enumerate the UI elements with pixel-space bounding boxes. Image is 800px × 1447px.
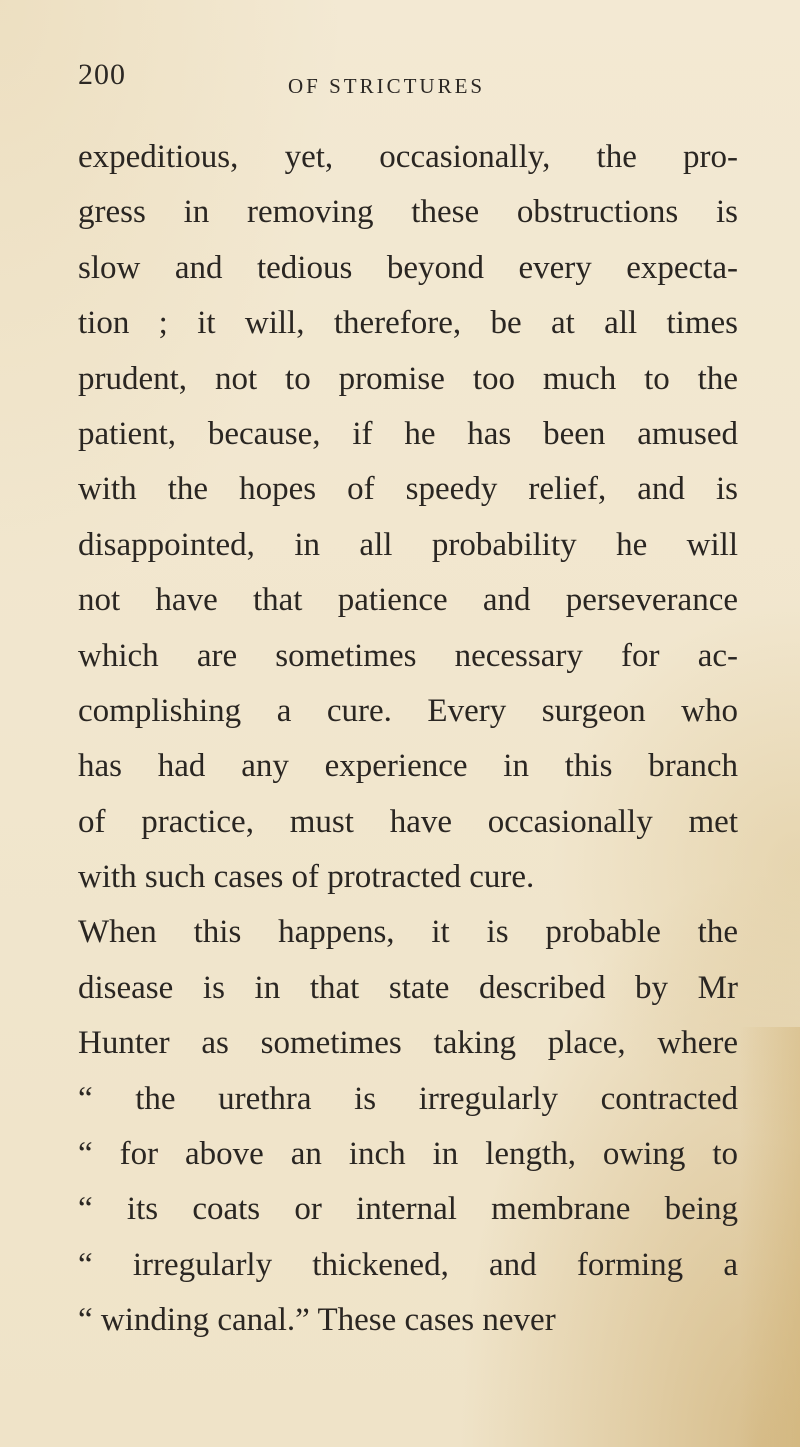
text-line: Hunter as sometimes taking place, where — [78, 1025, 738, 1062]
text-line: “ irregularly thickened, and forming a — [78, 1246, 738, 1283]
text-line: tion ; it will, therefore, be at all times — [78, 305, 738, 342]
text-line: “ the urethra is irregularly contracted — [78, 1080, 738, 1117]
text-line: prudent, not to promise too much to the — [78, 360, 738, 397]
text-line: patient, because, if he has been amused — [78, 415, 738, 452]
text-line: has had any experience in this branch — [78, 748, 738, 785]
text-line: complishing a cure. Every surgeon who — [78, 692, 738, 729]
text-line: “ its coats or internal membrane being — [78, 1191, 738, 1228]
text-line: disappointed, in all probability he will — [78, 526, 738, 563]
text-line: When this happens, it is probable the — [78, 914, 738, 951]
text-line: of practice, must have occasionally met — [78, 803, 738, 840]
text-line: gress in removing these obstructions is — [78, 194, 738, 231]
text-line: disease is in that state described by Mr — [78, 969, 738, 1006]
page-number: 200 — [78, 58, 126, 91]
page-header — [78, 58, 800, 108]
text-line: expeditious, yet, occasionally, the pro- — [78, 139, 738, 175]
running-head: OF STRICTURES — [288, 74, 486, 98]
text-line: “ winding canal.” These cases never — [78, 1302, 556, 1339]
body-text — [78, 130, 738, 1349]
text-line: which are sometimes necessary for ac- — [78, 637, 738, 674]
text-line: with the hopes of speedy relief, and is — [78, 471, 738, 508]
text-line: not have that patience and perseverance — [78, 582, 738, 619]
paper-stain — [740, 1027, 800, 1447]
text-line: slow and tedious beyond every expecta- — [78, 249, 738, 286]
text-line: with such cases of protracted cure. — [78, 859, 535, 896]
text-line: “ for above an inch in length, owing to — [78, 1136, 738, 1173]
